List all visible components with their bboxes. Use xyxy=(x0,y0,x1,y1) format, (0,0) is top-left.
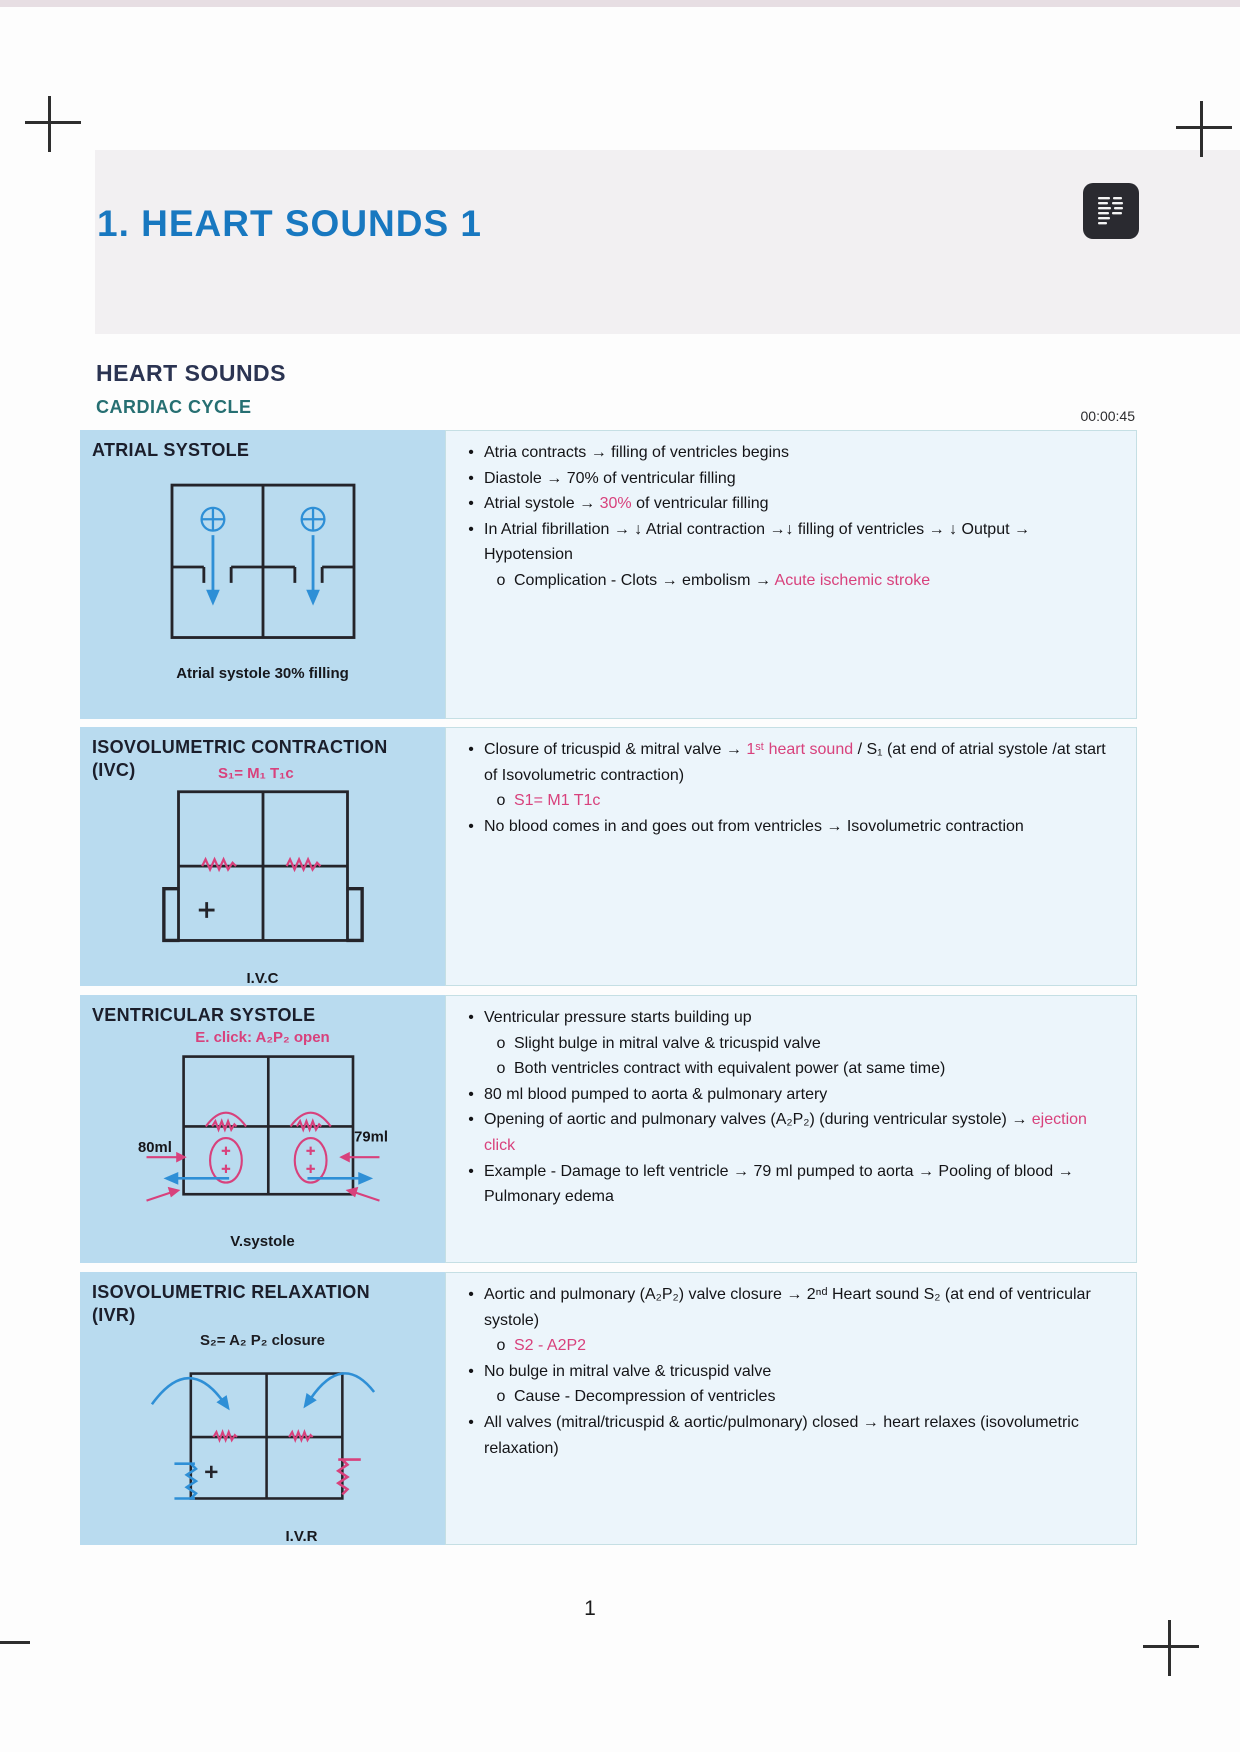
plus-icon xyxy=(198,902,214,918)
list-item: o Complication - Clots → embolism → Acute ischemic stroke xyxy=(458,568,1122,594)
diagram-caption: Atrial systole 30% filling xyxy=(176,665,349,683)
bullet-marker: • xyxy=(468,520,474,538)
bullet-marker: o xyxy=(496,1060,506,1078)
table-row-isovolumetric-relaxation xyxy=(80,1272,1137,1545)
diagram-caption: I.V.R xyxy=(285,1527,318,1545)
list-item: • Ventricular pressure starts building up xyxy=(458,1005,1122,1031)
subsection-heading: CARDIAC CYCLE xyxy=(96,397,252,417)
ivc-diagram xyxy=(150,785,376,963)
bullet-marker: • xyxy=(468,469,474,487)
page-number: 1 xyxy=(584,1597,596,1620)
ivr-cell xyxy=(80,1272,445,1545)
diagram-label: E. click: A₂P₂ open xyxy=(195,1029,330,1047)
list-item: • Closure of tricuspid & mitral valve → 1ˢᵗ heart sound / S₁ (at end of atrial systole /at start of Isovolumetric contraction) xyxy=(458,737,1122,788)
row-heading: ISOVOLUMETRIC RELAXATION (IVR) xyxy=(92,1282,370,1326)
list-item: o S2 - A2P2 xyxy=(458,1333,1122,1359)
plus-icon xyxy=(205,1465,217,1477)
row-heading: VENTRICULAR SYSTOLE xyxy=(92,1005,316,1025)
ivr-diagram xyxy=(139,1349,387,1521)
ventricular-systole-notes xyxy=(445,995,1137,1263)
scan-edge-strip xyxy=(0,0,1240,7)
list-item: • Atria contracts → filling of ventricles begins xyxy=(458,440,1122,466)
page-title: 1. HEART SOUNDS 1 xyxy=(97,203,483,244)
bullet-marker: o xyxy=(496,792,506,810)
list-item: • Opening of aortic and pulmonary valves (A₂P₂) (during ventricular systole) → ejection click xyxy=(458,1107,1122,1158)
left-volume-label: 80ml xyxy=(137,1140,172,1157)
ivc-notes xyxy=(445,727,1137,986)
right-volume-label: 79ml xyxy=(353,1129,388,1146)
bullet-marker: • xyxy=(468,1162,474,1180)
diagram-label: S₂= A₂ P₂ closure xyxy=(200,1331,325,1349)
bullet-marker: • xyxy=(468,1413,474,1431)
atrial-systole-diagram xyxy=(149,476,377,658)
diagram-caption: V.systole xyxy=(230,1233,295,1251)
list-item: • Atrial systole → 30% of ventricular filling xyxy=(458,491,1122,517)
list-item: • No bulge in mitral valve & tricuspid valve xyxy=(458,1359,1122,1385)
atrial-systole-cell xyxy=(80,430,445,719)
list-item: o S1= M1 T1c xyxy=(458,788,1122,814)
bullet-marker: • xyxy=(468,817,474,835)
bullet-marker: • xyxy=(468,1111,474,1129)
bullet-marker: • xyxy=(468,1085,474,1103)
bullet-marker: • xyxy=(468,1286,474,1303)
bullet-marker: • xyxy=(468,495,474,513)
venous-return-arrow-icon xyxy=(151,1373,373,1410)
atrial-systole-notes xyxy=(445,430,1137,719)
list-item: • Aortic and pulmonary (A₂P₂) valve closure → 2ⁿᵈ Heart sound S₂ (at end of ventricular systole) xyxy=(458,1282,1122,1333)
list-item: • All valves (mitral/tricuspid & aortic/pulmonary) closed → heart relaxes (isovolumetric relaxation) xyxy=(458,1410,1122,1461)
list-item: o Cause - Decompression of ventricles xyxy=(458,1384,1122,1410)
timestamp: 00:00:45 xyxy=(1080,408,1135,424)
list-item: • In Atrial fibrillation → ↓ Atrial contraction →↓ filling of ventricles → ↓ Output → Hypotension xyxy=(458,517,1122,568)
bullet-marker: o xyxy=(496,571,506,589)
bullet-marker: • xyxy=(468,1362,474,1380)
list-item: • 80 ml blood pumped to aorta & pulmonary artery xyxy=(458,1082,1122,1108)
diagram-caption: I.V.C xyxy=(246,969,279,987)
bullet-marker: • xyxy=(468,741,474,758)
list-item: • No blood comes in and goes out from ventricles → Isovolumetric contraction xyxy=(458,814,1122,840)
bullet-marker: o xyxy=(496,1388,506,1406)
row-heading: ATRIAL SYSTOLE xyxy=(92,440,250,460)
list-item: o Both ventricles contract with equivalent power (at same time) xyxy=(458,1056,1122,1082)
section-heading: HEART SOUNDS xyxy=(96,360,287,386)
bullet-marker: • xyxy=(468,1009,474,1026)
ventricular-systole-diagram xyxy=(135,1046,391,1226)
list-item: • Diastole → 70% of ventricular filling xyxy=(458,466,1122,492)
table-row-ventricular-systole xyxy=(80,995,1137,1263)
ventricular-systole-cell xyxy=(80,995,445,1263)
bullet-marker: • xyxy=(468,444,474,461)
notes-icon-glyph xyxy=(1091,191,1131,231)
notes-icon[interactable] xyxy=(1083,183,1139,239)
ivr-notes xyxy=(445,1272,1137,1545)
left-wall-squiggle-icon xyxy=(174,1463,196,1498)
table-row-isovolumetric-contraction xyxy=(80,727,1137,986)
list-item: • Example - Damage to left ventricle → 79 ml pumped to aorta → Pooling of blood → Pulmonary edema xyxy=(458,1159,1122,1210)
table-row-atrial-systole xyxy=(80,430,1137,719)
closed-valve-squiggle-icon xyxy=(202,859,320,869)
row-heading: ISOVOLUMETRIC CONTRACTION (IVC) xyxy=(92,737,388,781)
ivc-cell xyxy=(80,727,445,986)
bullet-marker: o xyxy=(496,1034,506,1052)
diagram-label: S₁= M₁ T₁c xyxy=(218,765,294,782)
bullet-marker: o xyxy=(496,1337,506,1355)
list-item: o Slight bulge in mitral valve & tricuspid valve xyxy=(458,1031,1122,1057)
